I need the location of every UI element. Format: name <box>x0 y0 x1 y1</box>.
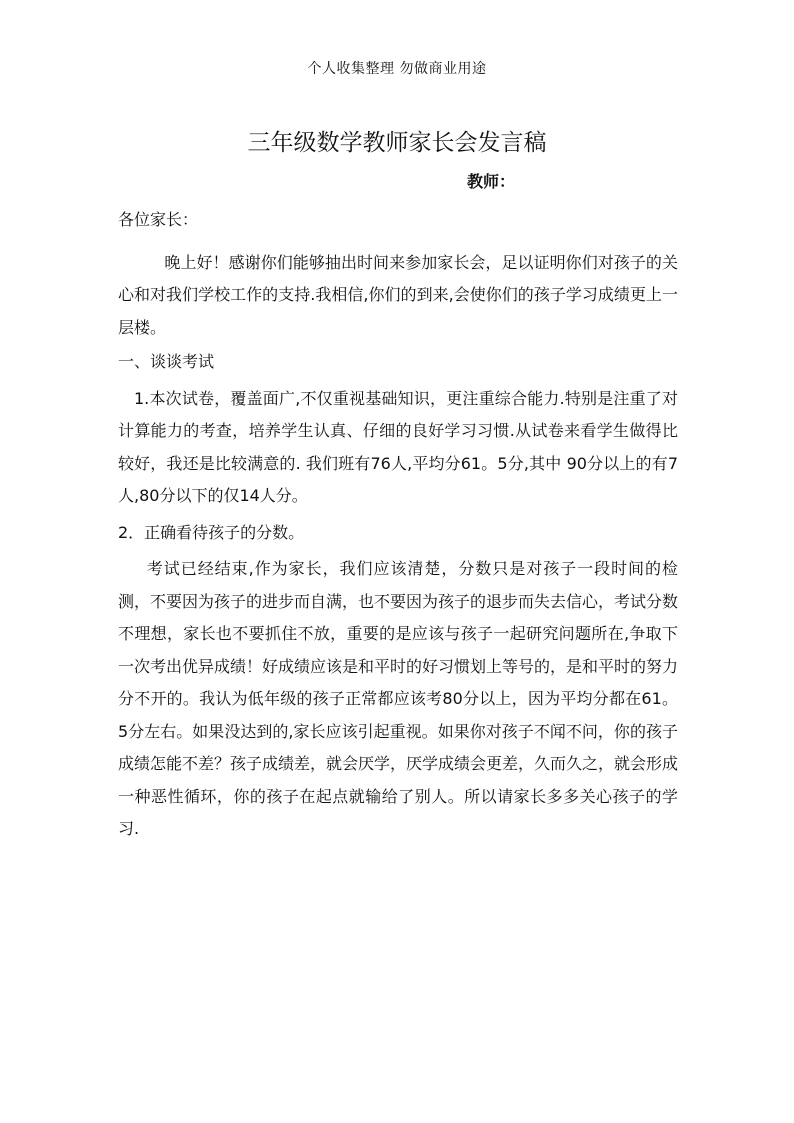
document-body <box>118 204 678 846</box>
item2-heading: 2．正确看待孩子的分数。 <box>118 522 305 542</box>
salutation: 各位家长： <box>118 210 199 229</box>
teacher-label: 教师： <box>467 172 516 191</box>
document-title: 三年级数学教师家长会发言稿 <box>247 130 547 156</box>
intro-paragraph: 晚上好！感谢你们能够抽出时间来参加家长会，足以证明你们对孩子的关心和对我们学校工作的支持.我相信,你们的到来,会使你们的孩子学习成绩更上一层楼。 <box>118 252 678 337</box>
section1-heading: 一、谈谈考试 <box>118 352 215 371</box>
item1-paragraph: 1.本次试卷，覆盖面广,不仅重视基础知识，更注重综合能力.特别是注重了对计算能力的考查，培养学生认真、仔细的良好学习习惯.从试卷来看学生做得比较好，我还是比较满意的. 我们班有76人,平均分61。5分,其中 90分以上的有7人,80分以下的仅14人分。 <box>118 388 678 505</box>
header-note: 个人收集整理 勿做商业用途 <box>307 61 487 77</box>
item2-paragraph: 考试已经结束,作为家长，我们应该清楚，分数只是对孩子一段时间的检测，不要因为孩子的进步而自满，也不要因为孩子的退步而失去信心，考试分数不理想，家长也不要抓住不放，重要的是应该与孩子一起研究问题所在,争取下一次考出优异成绩！好成绩应该是和平时的好习惯划上等号的，是和平时的努力分不开的。我认为低年级的孩子正常都应该考80分以上，因为平均分都在61。5分左右。如果没达到的,家长应该引起重视。如果你对孩子不闻不问，你的孩子成绩怎能不差？孩子成绩差，就会厌学，厌学成绩会更差，久而久之，就会形成一种恶性循环，你的孩子在起点就输给了别人。所以请家长多多关心孩子的学习. <box>118 559 679 838</box>
